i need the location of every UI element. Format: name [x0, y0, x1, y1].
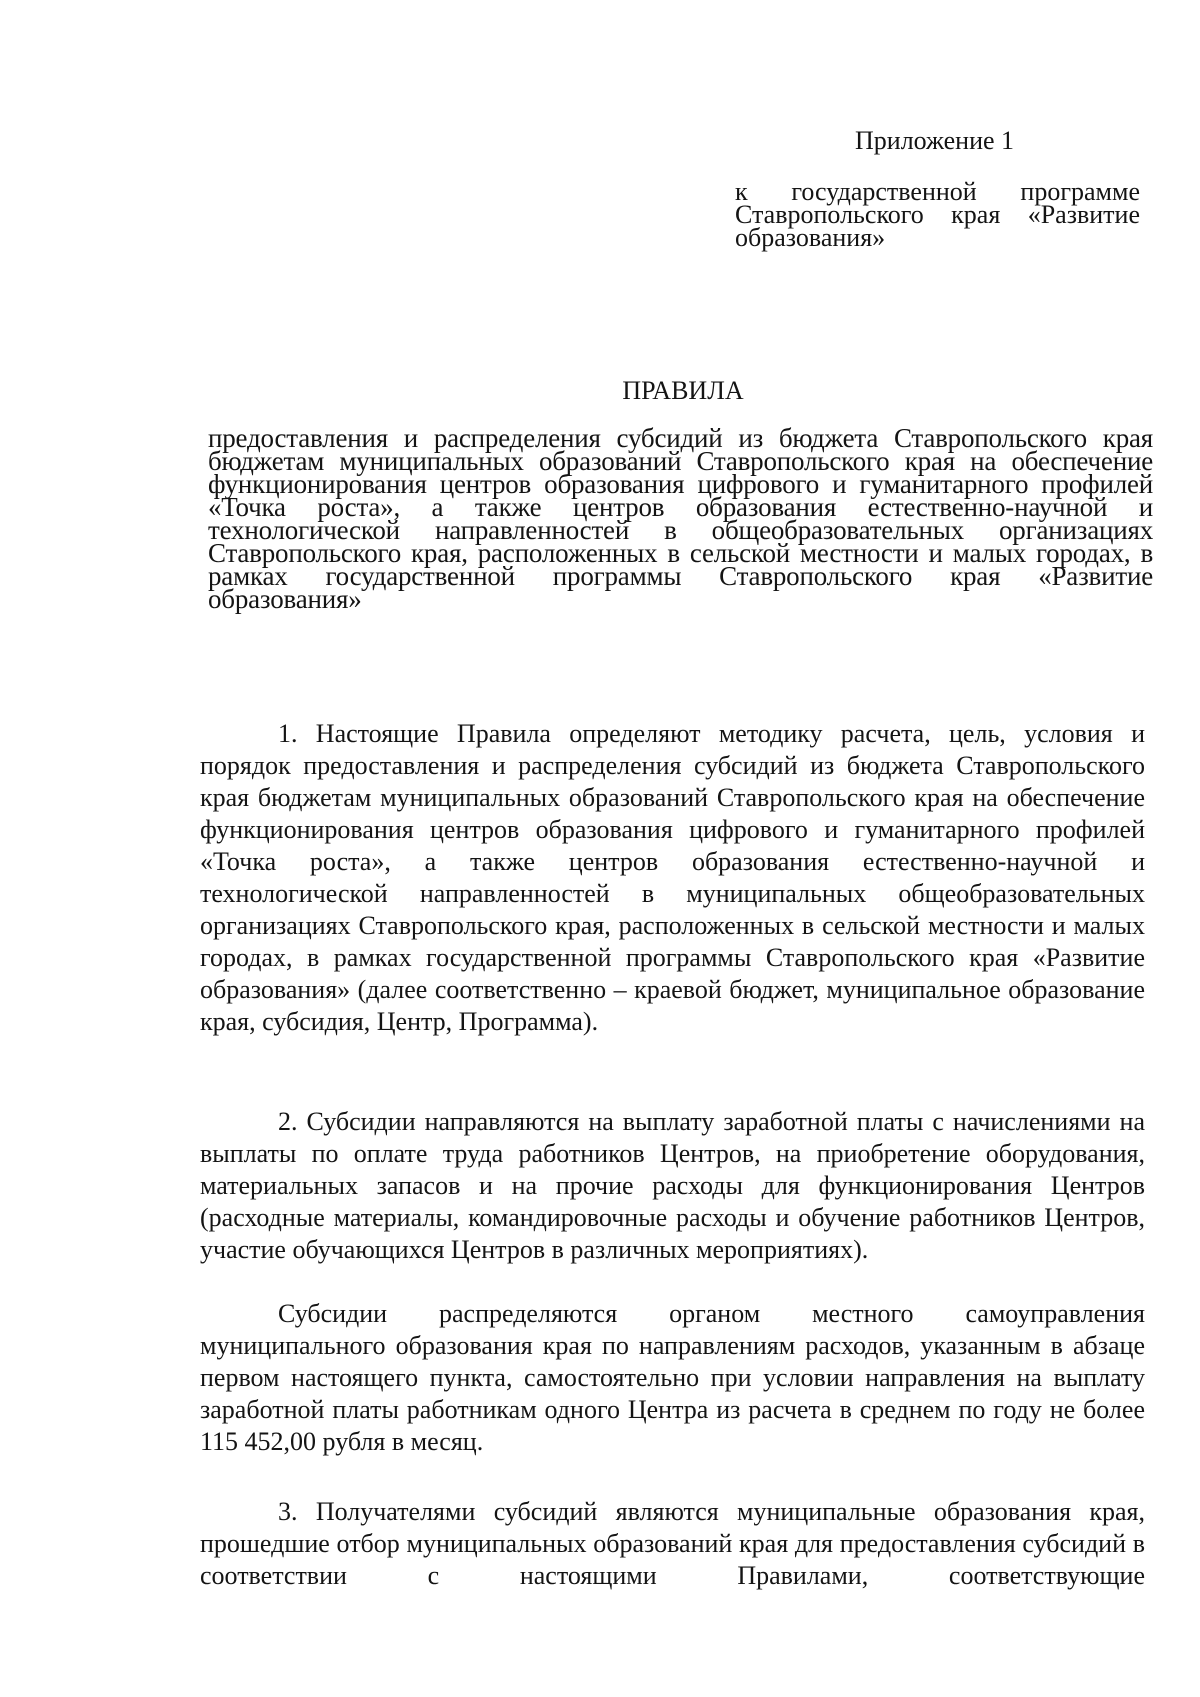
appendix-label: Приложение 1 — [855, 126, 1015, 155]
paragraph-2-continuation: Субсидии распределяются органом местного самоуправления муниципального образования края по направлениям расходов, указанным в абзаце первом настоящего пункта, самостоятельно при условии направления на выплату заработной платы работникам одного Центра из расчета в среднем по году не более 115 452,00 рубля в месяц. — [200, 1299, 1145, 1456]
document-title: ПРАВИЛА — [622, 376, 744, 405]
paragraph-3: 3. Получателями субсидий являются муниципальные образования края, прошедшие отбор муниципальных образований края для предоставления субсидий в соответствии с настоящими Правилами, соответствующие — [200, 1497, 1145, 1590]
paragraph-2: 2. Субсидии направляются на выплату заработной платы с начислениями на выплаты по оплате труда работников Центров, на приобретение оборудования, материальных запасов и на прочие расходы для функционирования Центров (расходные материалы, командировочные расходы и обучение работников Центров, участие обучающихся Центров в различных мероприятиях). — [200, 1107, 1145, 1264]
appendix-reference: к государственной программе Ставропольского края «Развитие образования» — [735, 177, 1140, 252]
document-subtitle: предоставления и распределения субсидий из бюджета Ставропольского края бюджетам муниципальных образований Ставропольского края на обеспечение функционирования центров образования цифрового и гуманитарного профилей «Точка роста», а также центров образования естественно-научной и технологической направленностей в общеобразовательных организациях Ставропольского края, расположенных в сельской местности и малых городах, в рамках государственной программы Ставропольского края «Развитие образования» — [208, 423, 1153, 614]
paragraph-1: 1. Настоящие Правила определяют методику расчета, цель, условия и порядок предоставления и распределения субсидий из бюджета Ставропольского края бюджетам муниципальных образований Ставропольского края на обеспечение функционирования центров образования цифрового и гуманитарного профилей «Точка роста», а также центров образования естественно-научной и технологической направленностей в муниципальных общеобразовательных организациях Ставропольского края, расположенных в сельской местности и малых городах, в рамках государственной программы Ставропольского края «Развитие образования» (далее соответственно – краевой бюджет, муниципальное образование края, субсидия, Центр, Программа). — [200, 719, 1145, 1036]
